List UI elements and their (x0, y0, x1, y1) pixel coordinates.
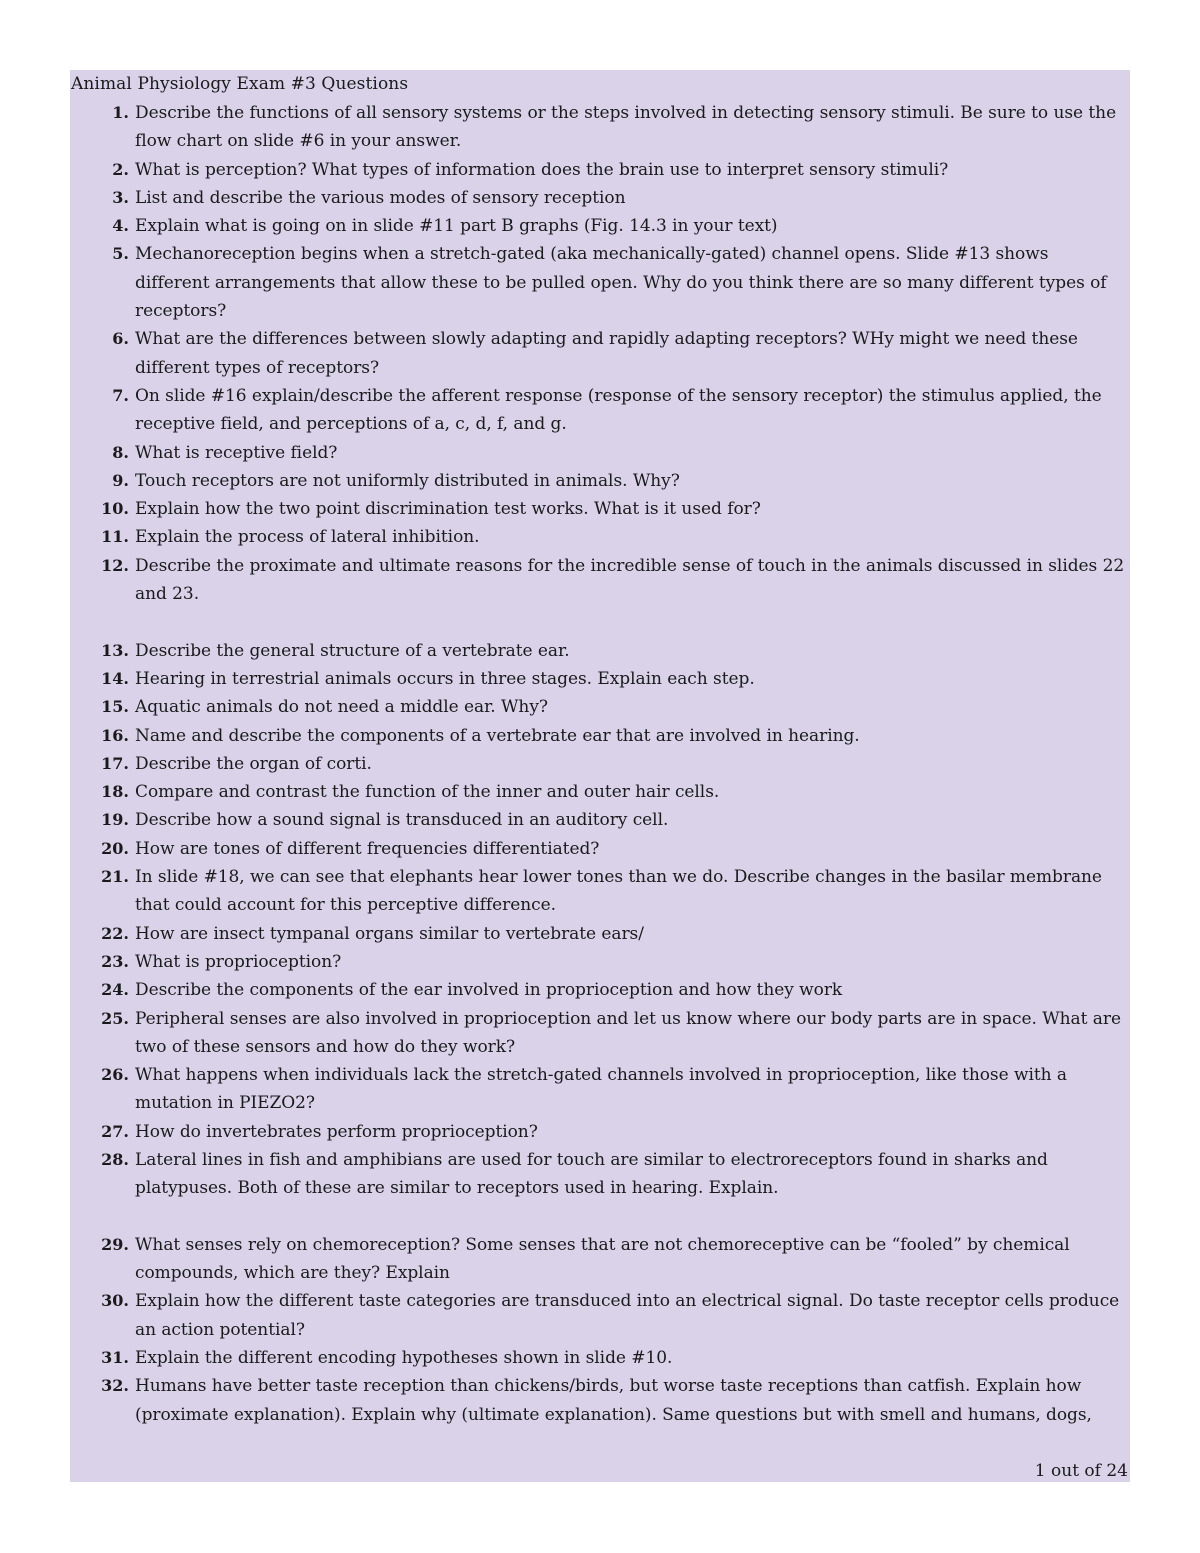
question-item (70, 156, 1130, 184)
question-text: Describe the general structure of a vertebrate ear. (135, 640, 570, 661)
question-text: Describe how a sound signal is transduced in an auditory cell. (135, 810, 669, 831)
question-item (70, 467, 1130, 495)
question-text: What is receptive field? (135, 442, 338, 463)
question-text: Mechanoreception begins when a stretch-gated (aka mechanically-gated) channel opens. Slide #13 shows different arrangements that allow these to be pulled open. Why do you think there are so many different types of receptors? (135, 244, 1107, 322)
question-number: 16. (101, 725, 129, 745)
question-item (70, 325, 1130, 382)
question-number: 27. (101, 1121, 129, 1141)
question-text: Aquatic animals do not need a middle ear. Why? (135, 697, 548, 718)
question-number: 21. (101, 867, 129, 887)
question-item (70, 552, 1130, 609)
document-title: Animal Physiology Exam #3 Questions (71, 74, 409, 94)
question-item (70, 1344, 1130, 1372)
question-item (70, 778, 1130, 806)
question-number: 9. (112, 470, 129, 490)
question-item (70, 1287, 1130, 1344)
question-item (70, 835, 1130, 863)
question-item (70, 495, 1130, 523)
question-item (70, 920, 1130, 948)
question-text: What are the differences between slowly adapting and rapidly adapting receptors? WHy might we need these different types of receptors? (135, 329, 1078, 378)
question-text: Touch receptors are not uniformly distributed in animals. Why? (135, 470, 680, 491)
question-item (70, 863, 1130, 920)
question-item (70, 665, 1130, 693)
question-text: Compare and contrast the function of the inner and outer hair cells. (135, 782, 720, 803)
question-number: 17. (101, 753, 129, 773)
question-text: What senses rely on chemoreception? Some senses that are not chemoreceptive can be “fooled” by chemical compounds, which are they? Explain (135, 1234, 1070, 1284)
question-number: 31. (101, 1348, 129, 1368)
question-item (70, 722, 1130, 750)
question-item (70, 693, 1130, 721)
question-text: Describe the proximate and ultimate reasons for the incredible sense of touch in the animals discussed in slides 22 and 23. (135, 555, 1125, 605)
question-number: 29. (101, 1234, 129, 1254)
question-item (70, 523, 1130, 551)
question-text: Hearing in terrestrial animals occurs in three stages. Explain each step. (135, 668, 755, 689)
question-item (70, 637, 1130, 665)
question-number: 22. (101, 923, 129, 943)
question-item (70, 1372, 1130, 1429)
question-number: 14. (101, 668, 129, 688)
question-item (70, 240, 1130, 325)
question-item (70, 1146, 1130, 1203)
question-item (70, 948, 1130, 976)
question-number: 25. (101, 1008, 129, 1028)
question-number: 19. (101, 810, 129, 830)
question-item (70, 382, 1130, 439)
question-number: 5. (112, 244, 129, 264)
question-text: Describe the organ of corti. (135, 753, 372, 774)
question-text: Describe the components of the ear involved in proprioception and how they work (135, 980, 843, 1001)
question-text: In slide #18, we can see that elephants hear lower tones than we do. Describe changes in the basilar membrane that could account for this perceptive difference. (135, 867, 1102, 916)
question-number: 23. (101, 951, 129, 971)
section-spacer (70, 608, 1130, 636)
question-number: 26. (101, 1065, 129, 1085)
question-text: How do invertebrates perform proprioception? (135, 1121, 538, 1142)
question-text: Lateral lines in fish and amphibians are used for touch are similar to electroreceptors found in sharks and platypuses. Both of these are similar to receptors used in hearing. Explain. (135, 1149, 1048, 1199)
question-item (70, 976, 1130, 1004)
question-number: 11. (101, 527, 129, 547)
question-number: 3. (112, 187, 129, 207)
question-item (70, 806, 1130, 834)
question-number: 15. (101, 697, 129, 717)
question-text: Peripheral senses are also involved in proprioception and let us know where our body parts are in space. What are two of these sensors and how do they work? (135, 1008, 1121, 1057)
question-text: Explain the process of lateral inhibition. (135, 527, 480, 548)
question-text: Describe the functions of all sensory systems or the steps involved in detecting sensory stimuli. Be sure to use the flow chart on slide #6 in your answer. (135, 103, 1117, 152)
question-text: On slide #16 explain/describe the afferent response (response of the sensory receptor) the stimulus applied, the receptive field, and perceptions of a, c, d, f, and g. (135, 385, 1102, 435)
question-text: Explain how the two point discrimination test works. What is it used for? (135, 499, 761, 520)
question-text: Humans have better taste reception than chickens/birds, but worse taste receptions than catfish. Explain how (proximate explanation). Explain why (ultimate explanation). Same questions but with smell and humans, dogs, (135, 1376, 1092, 1425)
question-number: 2. (112, 159, 129, 179)
question-number: 18. (101, 782, 129, 802)
section-spacer (70, 1203, 1130, 1231)
question-list (70, 99, 1130, 1429)
question-item (70, 750, 1130, 778)
question-number: 7. (112, 385, 129, 405)
question-text: Name and describe the components of a vertebrate ear that are involved in hearing. (135, 725, 860, 746)
question-item (70, 99, 1130, 156)
question-number: 12. (101, 555, 129, 575)
question-number: 20. (101, 838, 129, 858)
question-number: 1. (112, 103, 129, 122)
question-number: 13. (101, 640, 129, 660)
question-item (70, 212, 1130, 240)
question-item (70, 439, 1130, 467)
question-number: 4. (112, 216, 129, 236)
question-text: Explain the different encoding hypotheses shown in slide #10. (135, 1348, 673, 1369)
question-number: 8. (112, 442, 129, 462)
question-item (70, 1118, 1130, 1146)
question-item (70, 1231, 1130, 1288)
page-indicator: 1 out of 24 (1034, 1461, 1128, 1481)
question-text: What happens when individuals lack the stretch-gated channels involved in proprioception, like those with a mutation in PIEZO2? (135, 1065, 1067, 1114)
question-item (70, 1005, 1130, 1062)
question-number: 28. (101, 1149, 129, 1169)
question-text: How are insect tympanal organs similar to vertebrate ears/ (135, 923, 644, 944)
question-text: What is perception? What types of information does the brain use to interpret sensory stimuli? (135, 159, 949, 180)
question-number: 32. (101, 1376, 129, 1396)
question-text: List and describe the various modes of sensory reception (135, 187, 626, 208)
question-number: 24. (101, 980, 129, 1000)
question-text: What is proprioception? (135, 951, 342, 972)
question-text: Explain what is going on in slide #11 part B graphs (Fig. 14.3 in your text) (135, 216, 778, 237)
question-item (70, 184, 1130, 212)
question-item (70, 1061, 1130, 1118)
question-number: 10. (101, 499, 129, 519)
question-text: How are tones of different frequencies differentiated? (135, 838, 600, 859)
question-text: Explain how the different taste categories are transduced into an electrical signal. Do taste receptor cells produce an action potential? (135, 1291, 1120, 1340)
question-number: 30. (101, 1291, 129, 1311)
question-number: 6. (112, 329, 129, 349)
